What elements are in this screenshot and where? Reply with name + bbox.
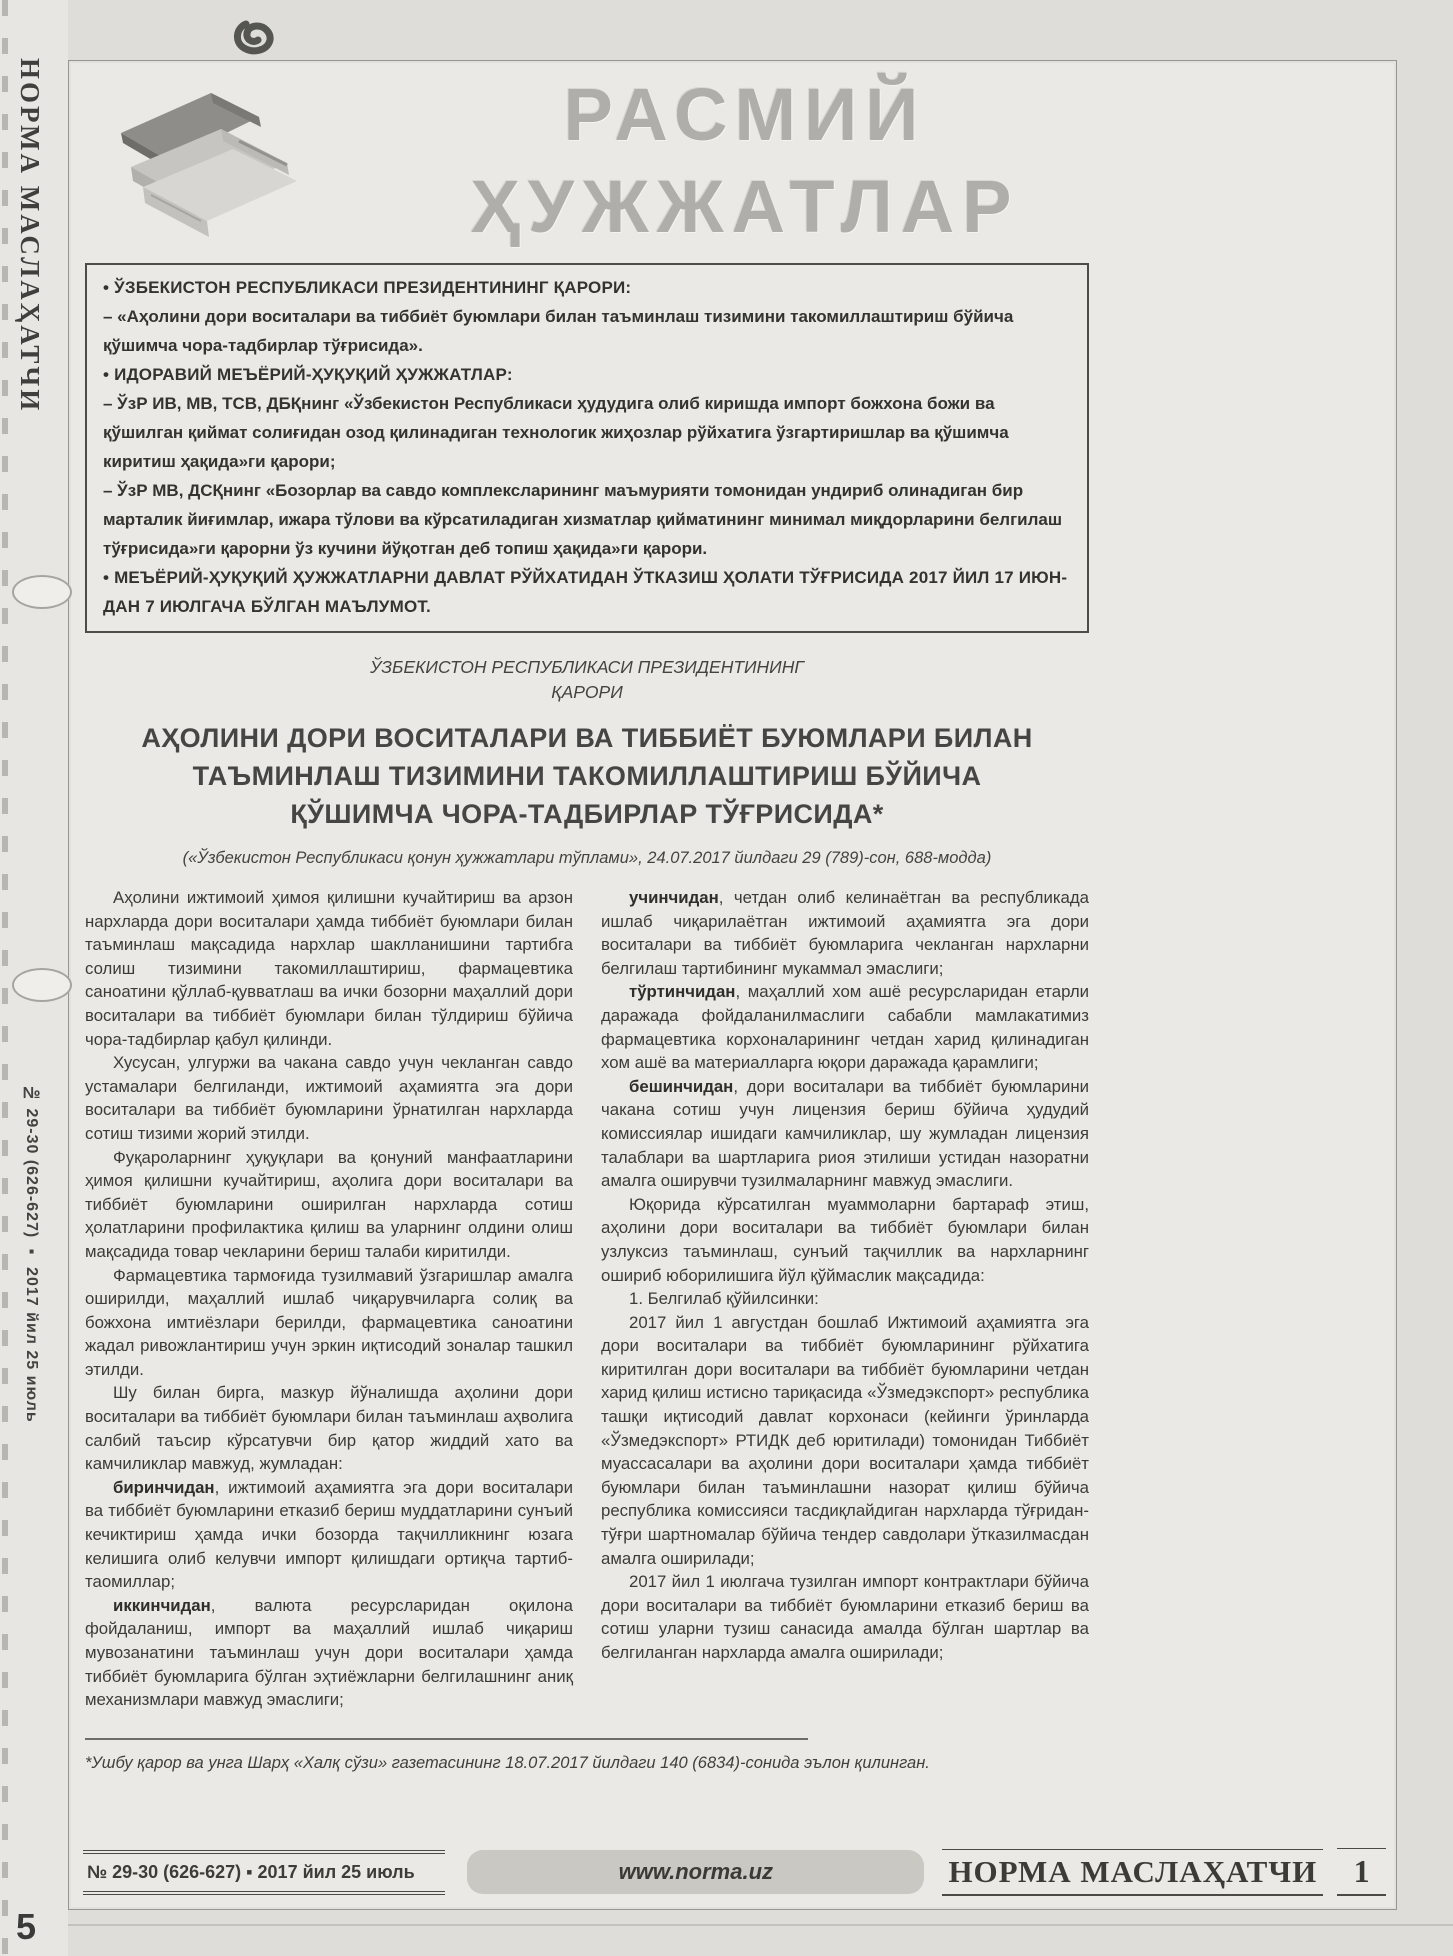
article-headline: АҲОЛИНИ ДОРИ ВОСИТАЛАРИ ВА ТИББИЁТ БУЮМЛАРИ БИЛАН ТАЪМИНЛАШ ТИЗИМИНИ ТАКОМИЛЛАШТИРИШ БЎЙИЧА ҚЎШИМЧА ЧОРА-ТАДБИРЛАР ТЎҒРИСИДА* bbox=[141, 723, 1033, 829]
scan-bottom-line bbox=[0, 1924, 1453, 1926]
paragraph-lead: тўртинчидан bbox=[629, 982, 736, 1002]
summary-item: – ЎзР МВ, ДСҚнинг «Бозорлар ва савдо комплексларининг маъмурияти томонидан ундириб олинадиган бир марталик йиғимлар, ижара тўлови ва кўрсатиладиган хизматлар қийматининг минимал миқдорларини белгилаш тўғрисида»ги қарорни ўз кучини йўқотган деб топиш ҳақида»ги қарори. bbox=[103, 481, 1063, 558]
page-content bbox=[85, 61, 1089, 1773]
paragraph: биринчидан, ижтимоий аҳамиятга эга дори воситалари ва тиббиёт буюмларини етказиб бериш муддатларини сунъий кечиктириш ҳамда ички бозорда тақчилликнинг юзага келишига олиб келувчи импорт қилишдаги ортиқча тартиб-таомиллар; bbox=[85, 1477, 573, 1592]
paragraph-lead: бешинчидан bbox=[629, 1076, 734, 1096]
spine-masthead: НОРМА МАСЛАҲАТЧИ bbox=[15, 58, 45, 414]
kicker-line2: ҚАРОРИ bbox=[551, 682, 623, 702]
article-source-line: («Ўзбекистон Республикаси қонун ҳужжатлари тўплами», 24.07.2017 йилдаги 29 (789)-сон, 688-модда) bbox=[182, 849, 992, 867]
page-header bbox=[85, 61, 1089, 259]
summary-box bbox=[85, 263, 1089, 633]
binder-clip-mark bbox=[232, 18, 278, 58]
footer-page-number: 1 bbox=[1337, 1848, 1386, 1896]
paragraph: 1. Белгилаб қўйилсинки: bbox=[629, 1289, 819, 1309]
summary-item: – ЎзР ИВ, МВ, ТСВ, ДБҚнинг «Ўзбекистон Республикаси ҳудудига олиб киришда импорт божхона божи ва қўшилган қиймат солиғидан озод қилинадиган технологик жиҳозлар рўйхатига ўзгартиришлар ва қўшимча киритиш ҳақида»ги қарори; bbox=[103, 394, 1009, 471]
paragraph: Хусусан, улгуржи ва чакана савдо учун чекланган савдо устамалари белгиланди, ижтимоий аҳамиятга эга дори воситалари ва тиббиёт буюмларини ўрнатилган нархларда сотиш тизими жорий этилди. bbox=[85, 1053, 573, 1143]
left-column bbox=[85, 886, 573, 1712]
footer-website: www.norma.uz bbox=[467, 1850, 924, 1894]
paragraph-lead: биринчидан bbox=[113, 1477, 215, 1497]
kicker-line1: ЎЗБЕКИСТОН РЕСПУБЛИКАСИ ПРЕЗИДЕНТИНИНГ bbox=[370, 657, 804, 677]
section-title-line1: РАСМИЙ bbox=[563, 73, 927, 156]
paragraph-lead: иккинчидан bbox=[113, 1595, 211, 1615]
paragraph-lead: учинчидан bbox=[629, 888, 719, 907]
article-body bbox=[85, 886, 1089, 1712]
right-column bbox=[601, 886, 1089, 1712]
paragraph: учинчидан, четдан олиб келинаётган ва республикада ишлаб чиқарилаётган ижтимоий аҳамиятга эга дори воситалари ва тиббиёт буюмларига чекланган нархларни белгилаш тартибининг мукаммал эмаслиги; bbox=[601, 888, 1089, 978]
spine-page-number: 5 bbox=[16, 1906, 37, 1947]
paragraph: Аҳолини ижтимоий ҳимоя қилишни кучайтириш ва арзон нархларда дори воситалари ҳамда тиббиёт буюмлари билан таъминлаш мақсадида нархлар шаклланишини тартибга солиш тизимини такомиллаштириш, фармацевтика саноатини қўллаб-қувватлаш ва ички бозорни маҳаллий дори воситалари ва тиббиёт буюмлари билан тўлдириш бўйича чора-тадбирлар қабул қилинди. bbox=[85, 888, 573, 1049]
footnote-rule bbox=[85, 1738, 808, 1740]
section-title bbox=[385, 69, 1105, 253]
spine-issue-line: № 29-30 (626-627) ▪ 2017 йил 25 июль bbox=[23, 1085, 40, 1423]
summary-heading: • ЎЗБЕКИСТОН РЕСПУБЛИКАСИ ПРЕЗИДЕНТИНИНГ ҚАРОРИ: bbox=[103, 278, 632, 297]
documents-stack-logo bbox=[91, 75, 341, 255]
footnote: *Ушбу қарор ва унга Шарҳ «Халқ сўзи» газетасининг 18.07.2017 йилдаги 140 (6834)-сонида эълон қилинган. bbox=[85, 1753, 930, 1772]
paragraph: Шу билан бирга, мазкур йўналишда аҳолини дори воситалари ва тиббиёт буюмлари билан таъминлаш аҳволига салбий таъсир кўрсатувчи бир қатор жиддий хато ва камчиликлар мавжуд, жумладан: bbox=[85, 1383, 573, 1474]
punch-hole bbox=[12, 575, 72, 609]
section-title-line2: ҲУЖЖАТЛАР bbox=[470, 165, 1020, 248]
paragraph: бешинчидан, дори воситалари ва тиббиёт буюмларини чакана сотиш учун лицензия бериш бўйича ҳудудий комиссиялар ишидаги камчиликлар, шу жумладан лицензия талаблари ва шартларига риоя этилиши устидан назоратни амалга оширувчи тузилмаларнинг мавжуд эмаслиги. bbox=[601, 1076, 1089, 1191]
perforation-marks bbox=[2, 0, 8, 1956]
page-footer bbox=[83, 1843, 1386, 1901]
summary-item: – «Аҳолини дори воситалари ва тиббиёт буюмлари билан таъминлаш тизимини такомиллаштириш бўйича қўшимча чора-тадбирлар тўғрисида». bbox=[103, 307, 1014, 355]
summary-heading: • ИДОРАВИЙ МЕЪЁРИЙ-ҲУҚУҚИЙ ҲУЖЖАТЛАР: bbox=[103, 365, 513, 384]
summary-heading: • МЕЪЁРИЙ-ҲУҚУҚИЙ ҲУЖЖАТЛАРНИ ДАВЛАТ РЎЙХАТИДАН ЎТКАЗИШ ҲОЛАТИ ТЎҒРИСИДА 2017 ЙИЛ 17 ИЮН-ДАН 7 ИЮЛГАЧА БЎЛГАН МАЪЛУМОТ. bbox=[103, 568, 1068, 616]
paragraph: 2017 йил 1 августдан бошлаб Ижтимоий аҳамиятга эга дори воситалари ва тиббиёт буюмларининг рўйхатига киритилган дори воситалари ва тиббиёт буюмларини четдан харид қилиш истисно тариқасида «Ўзмедэкспорт» республика ташқи иқтисодий давлат корхонаси (кейинги ўринларда «Ўзмедэкспорт» РТИДК деб юритилади) томонидан Тиббиёт муассасалари ва аҳолини дори воситалари ҳамда тиббиёт буюмлари билан таъминлашни назорат қилиш бўйича республика комиссияси тасдиқлайдиган нархларда тўғридан-тўғри шартномалар бўйича тендер савдолари ўтказилмасдан амалга оширилади; bbox=[601, 1312, 1089, 1568]
paragraph: 2017 йил 1 июлгача тузилган импорт контрактлари бўйича дори воситалари ва тиббиёт буюмларини етказиб бериш ва сотиш уларни тузиш санасида амалда бўлган шартлар ва белгиланган нархларда амалга оширилади; bbox=[601, 1572, 1089, 1662]
newspaper-page bbox=[68, 60, 1397, 1910]
paragraph: тўртинчидан, маҳаллий хом ашё ресурсларидан етарли даражада фойдаланилмаслиги сабабли мамлакатимиз фармацевтика корхоналарининг четдан харид қилинадиган хом ашё ва материалларга юқори даражада қарамлиги; bbox=[601, 982, 1089, 1073]
paragraph: иккинчидан, валюта ресурсларидан оқилона фойдаланиш, импорт ва маҳаллий ишлаб чиқариш мувозанатини таъминлаш учун дори воситалари ҳамда тиббиёт буюмларига бўлган эҳтиёжларни белгилашнинг аниқ механизмлари мавжуд эмаслиги; bbox=[85, 1595, 573, 1710]
footer-issue: № 29-30 (626-627) ▪ 2017 йил 25 июль bbox=[83, 1850, 445, 1895]
article-kicker bbox=[85, 655, 1089, 705]
paragraph: Фармацевтика тармоғида тузилмавий ўзгаришлар амалга оширилди, маҳаллий ишлаб чиқарувчиларга солиқ ва божхона имтиёзлари берилди, фармацевтика саноатини жадал ривожлантириш учун эркин иқтисодий зоналар ташкил этилди. bbox=[85, 1265, 573, 1379]
punch-hole bbox=[12, 968, 72, 1002]
paragraph: Юқорида кўрсатилган муаммоларни бартараф этиш, аҳолини дори воситалари ва тиббиёт буюмлари билан узлуксиз таъминлаш, сунъий тақчиллик ва нархларнинг ошириб юборилишига йўл қўймаслик мақсадида: bbox=[601, 1194, 1089, 1285]
paragraph: Фуқароларнинг ҳуқуқлари ва қонуний манфаатларини ҳимоя қилишни кучайтириш, аҳолига дори воситалари ва тиббиёт буюмларини оширилган нархларда сотиш ҳолатларини профилактика қилиш ва уларнинг олдини олиш мақсадида товар чекларини бериш талаби киритилди. bbox=[85, 1147, 573, 1261]
footer-masthead: НОРМА МАСЛАҲАТЧИ bbox=[942, 1849, 1323, 1896]
